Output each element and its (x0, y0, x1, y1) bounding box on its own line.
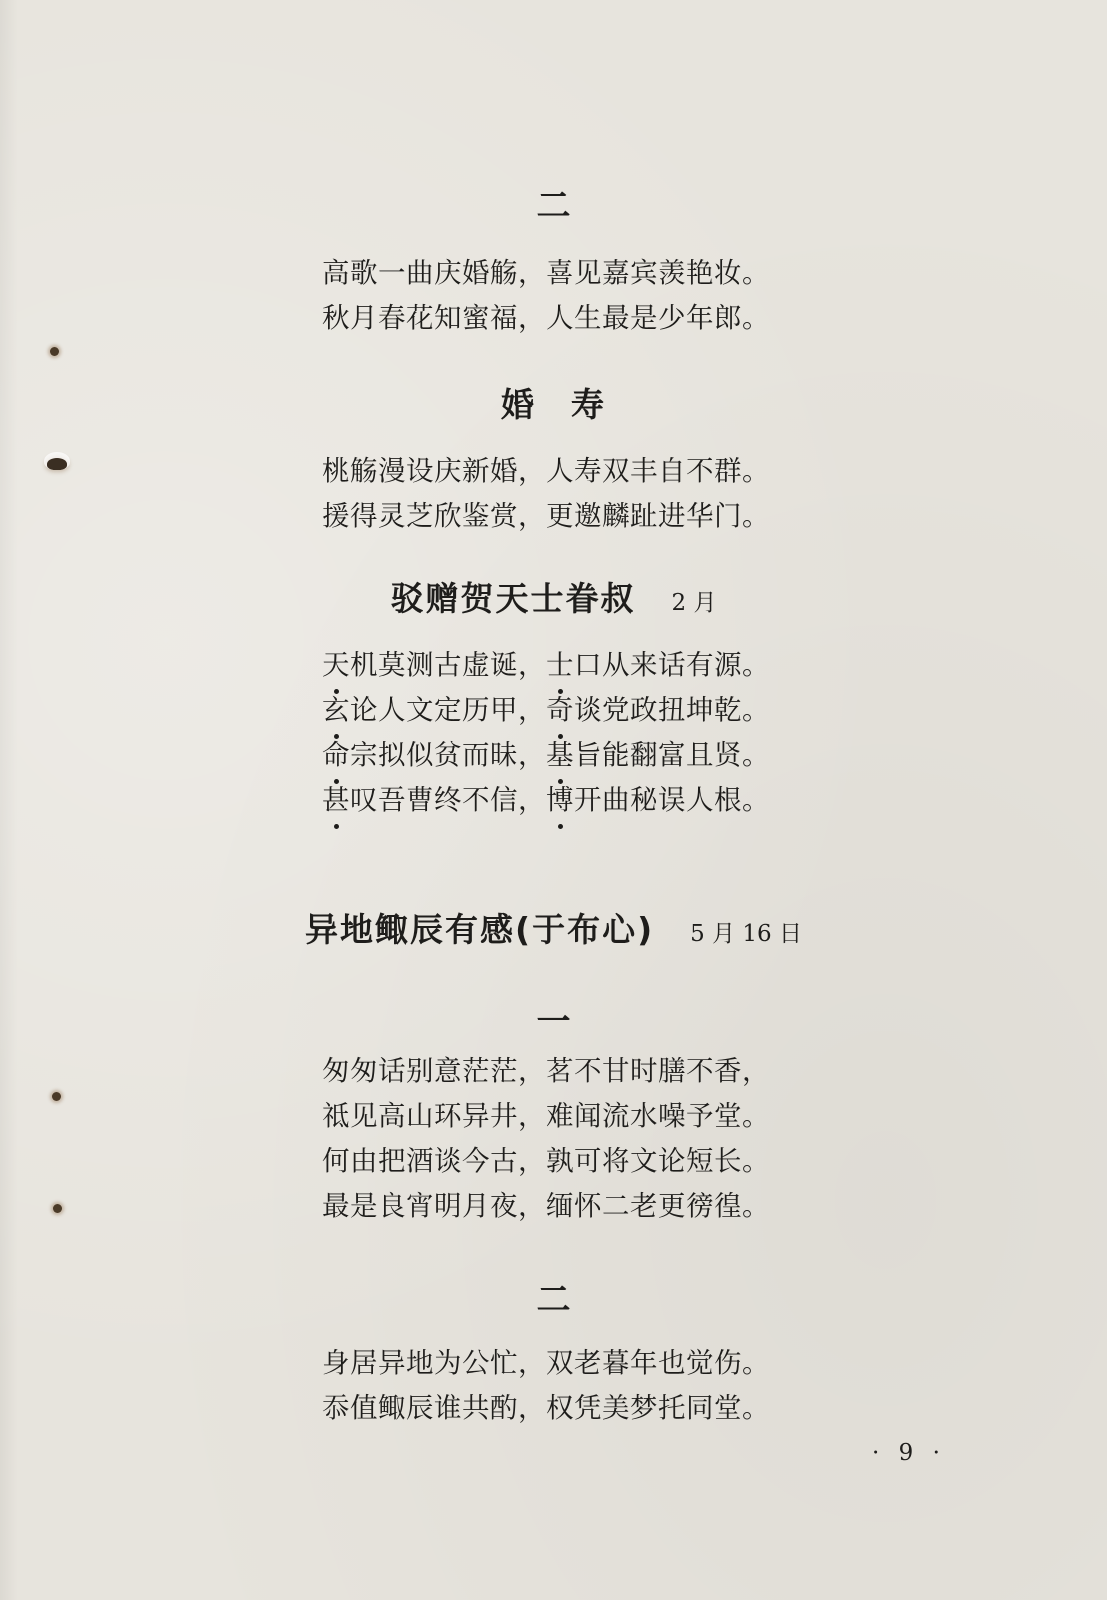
binding-hole (53, 1204, 62, 1213)
poem-stanza (322, 1341, 842, 1431)
poem-line: 援得灵芝欣鉴赏，更邀麟趾进华门。 (322, 500, 770, 532)
poem-line: 最是良宵明月夜，缅怀二老更徬徨。 (322, 1190, 770, 1222)
poem-line: 天 机莫测古虚诞，士 口从来话有源。 (322, 643, 842, 688)
poem-stanza (322, 643, 842, 823)
poem-line: 身居异地为公忙，双老暮年也觉伤。 (322, 1347, 770, 1379)
poem-line: 秋月春花知蜜福，人生最是少年郎。 (322, 302, 770, 334)
poem-stanza (322, 251, 842, 341)
emphasis-dot (334, 824, 339, 829)
poem-line: 命 宗拟似贫而昧，基 旨能翻富且贤。 (322, 733, 842, 778)
binding-hole (50, 347, 59, 356)
poem-line: 祗见高山环异井，难闻流水噪予堂。 (322, 1100, 770, 1132)
poem-date: 5 月 16 日 (690, 921, 802, 947)
poem-title (0, 910, 1107, 954)
poem-line: 忝值鲰辰谁共酌，权凭美梦托同堂。 (322, 1392, 770, 1424)
poem-title (0, 385, 1107, 425)
poem-title-text: 异地鲰辰有感(于布心) (304, 910, 655, 949)
poem-part-numeral: 二 (536, 1280, 571, 1320)
poem-part-numeral: 二 (536, 186, 571, 226)
poem-line: 甚 叹吾曹终不信，博 开曲秘误人根。 (322, 778, 842, 823)
poem-part-numeral: 一 (536, 1002, 571, 1042)
page-number: · 9 · (872, 1440, 946, 1466)
poem-title (0, 579, 1107, 623)
poem-title-text: 婚 寿 (501, 385, 606, 424)
poem-stanza (322, 449, 842, 539)
poem-stanza (322, 1049, 842, 1229)
binding-hole (52, 1092, 61, 1101)
poem-line: 匆匆话别意茫茫，茗不甘时膳不香， (322, 1055, 770, 1087)
poem-line: 何由把酒谈今古，孰可将文论短长。 (322, 1145, 770, 1177)
emphasis-dot (558, 824, 563, 829)
poem-date: 2 月 (671, 590, 717, 616)
poem-title-text: 驳赠贺天士眷叔 (390, 579, 636, 618)
poem-line: 玄 论人文定历甲，奇 谈党政扭坤乾。 (322, 688, 842, 733)
poem-line: 桃觞漫设庆新婚，人寿双丰自不群。 (322, 455, 770, 487)
binding-hole (47, 458, 67, 470)
poem-line: 高歌一曲庆婚觞，喜见嘉宾羡艳妆。 (322, 257, 770, 289)
